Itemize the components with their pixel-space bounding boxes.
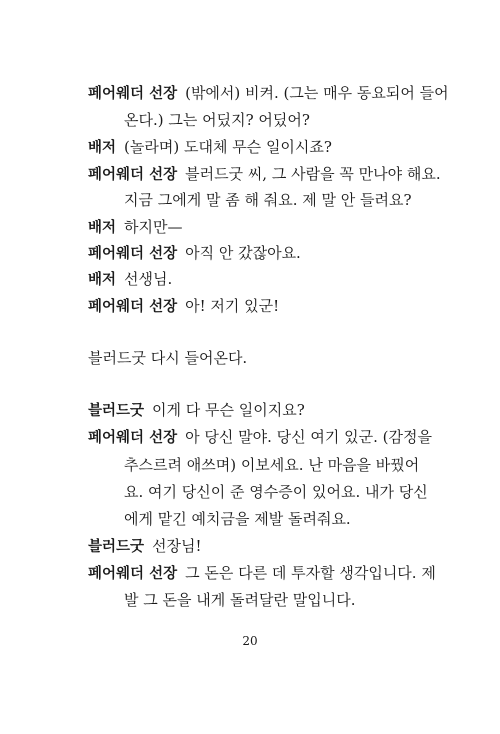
dialogue-text: 아! 저기 있군!	[185, 297, 280, 315]
speaker-name: 페어웨더 선장	[88, 566, 178, 582]
dialogue-line	[88, 400, 305, 421]
dialogue-line	[88, 269, 172, 290]
speaker-name: 배저	[88, 272, 117, 288]
dialogue-line	[88, 563, 436, 584]
dialogue-text: 요. 여기 당신이 준 영수증이 있어요. 내가 당신	[124, 483, 428, 501]
speaker-name: 페어웨더 선장	[88, 299, 178, 315]
dialogue-text: 그 돈은 다른 데 투자할 생각입니다. 제	[185, 564, 436, 582]
dialogue-line	[124, 110, 310, 130]
dialogue-text: 아 당신 말야. 당신 여기 있군. (감정을	[185, 428, 432, 446]
dialogue-line	[88, 427, 432, 448]
dialogue-line	[124, 455, 419, 475]
speaker-name: 페어웨더 선장	[88, 246, 178, 262]
dialogue-line	[124, 482, 428, 502]
page-number: 20	[242, 634, 258, 648]
dialogue-text: 이게 다 무슨 일이지요?	[152, 401, 305, 419]
dialogue-text: 아직 안 갔잖아요.	[185, 244, 301, 262]
speaker-name: 페어웨더 선장	[88, 430, 178, 446]
dialogue-text: 에게 맡긴 예치금을 제발 돌려줘요.	[124, 510, 351, 528]
speaker-name: 블러드굿	[88, 403, 145, 419]
stage-direction-text: 블러드굿 다시 들어온다.	[88, 349, 248, 367]
speaker-name: 페어웨더 선장	[88, 86, 178, 102]
dialogue-line	[124, 190, 412, 210]
dialogue-line	[88, 83, 449, 104]
dialogue-text: 하지만—	[124, 218, 183, 236]
dialogue-line	[88, 296, 279, 317]
dialogue-text: 온다.) 그는 어딨지? 어딨어?	[124, 111, 310, 129]
speaker-name: 블러드굿	[88, 539, 145, 555]
dialogue-line	[88, 217, 183, 238]
dialogue-text: (밖에서) 비켜. (그는 매우 동요되어 들어	[185, 84, 449, 102]
speaker-name: 배저	[88, 220, 117, 236]
dialogue-text: (놀라며) 도대체 무슨 일이시죠?	[124, 138, 332, 156]
dialogue-text: 블러드굿 씨, 그 사람을 꼭 만나야 해요.	[185, 165, 441, 183]
dialogue-line	[88, 243, 301, 264]
dialogue-line	[124, 590, 355, 610]
speaker-name: 배저	[88, 140, 117, 156]
dialogue-line	[88, 536, 202, 557]
speaker-name: 페어웨더 선장	[88, 167, 178, 183]
dialogue-text: 추스르려 애쓰며) 이보세요. 난 마음을 바꿨어	[124, 456, 420, 474]
dialogue-line	[88, 164, 441, 185]
dialogue-text: 발 그 돈을 내게 돌려달란 말입니다.	[124, 591, 356, 609]
dialogue-text: 선장님!	[152, 537, 202, 555]
dialogue-line	[124, 509, 351, 529]
dialogue-text: 선생님.	[124, 270, 173, 288]
dialogue-line	[88, 137, 332, 158]
stage-direction	[88, 348, 247, 368]
dialogue-text: 지금 그에게 말 좀 해 줘요. 제 말 안 들려요?	[124, 191, 412, 209]
